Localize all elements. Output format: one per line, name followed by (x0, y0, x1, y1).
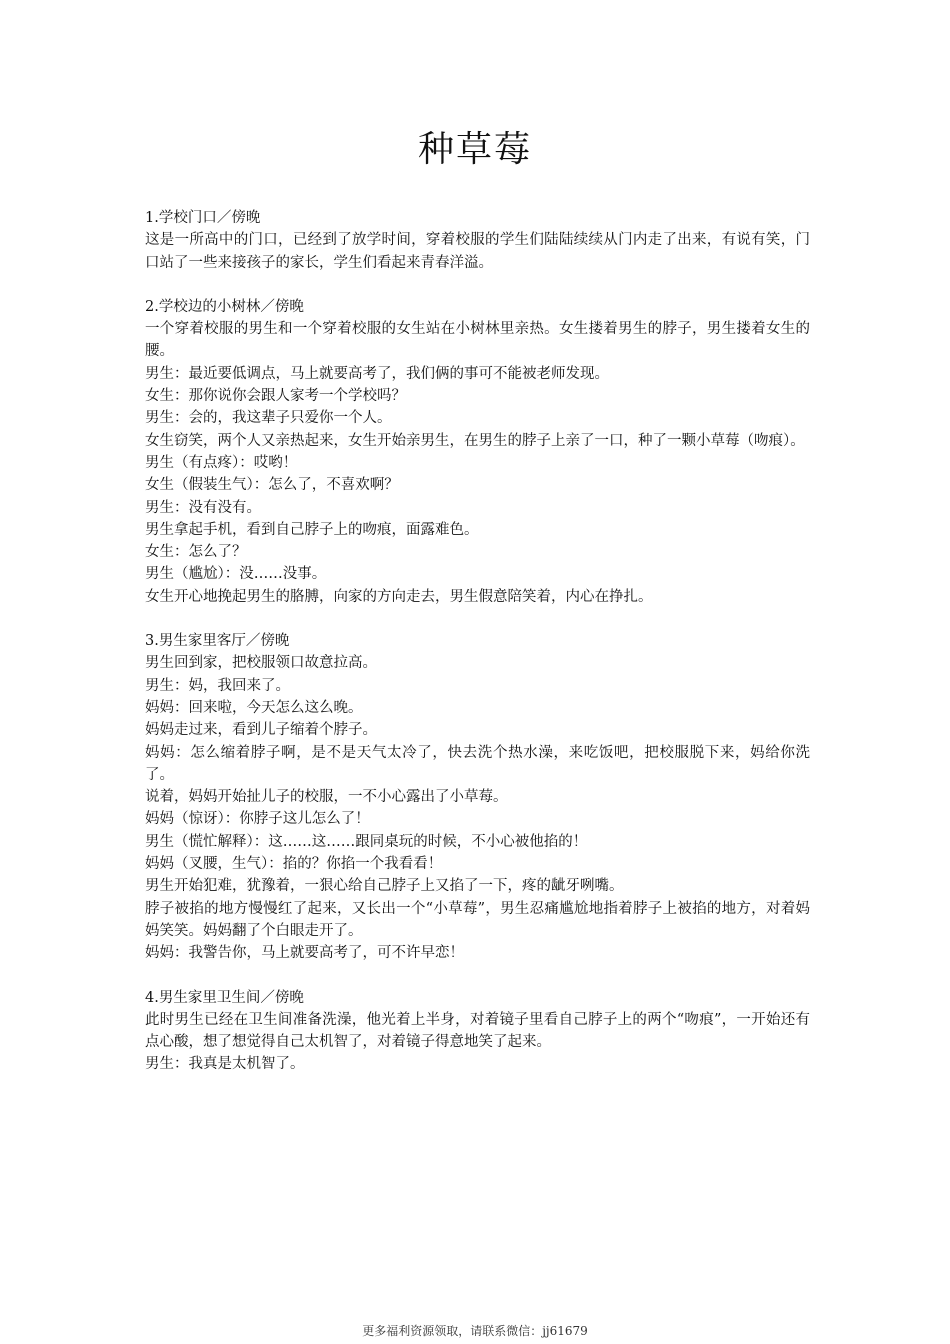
scene-heading: 3.男生家里客厅／傍晚 (145, 633, 290, 650)
scene-1 (145, 207, 810, 274)
script-line: 女生：那你说你会跟人家考一个学校吗？ (145, 388, 406, 405)
script-line: 女生（假装生气）：怎么了，不喜欢啊？ (145, 477, 399, 494)
scene-heading: 1.学校门口／傍晚 (145, 210, 261, 226)
script-body (145, 207, 810, 1098)
script-line: 妈妈（叉腰，生气）：掐的？你掐一个我看看！ (145, 856, 443, 873)
footer-note: 更多福利资源领取，请联系微信：jj61679 (362, 1324, 588, 1338)
scene-heading: 4.男生家里卫生间／傍晚 (145, 989, 304, 1006)
script-line: 女生开心地挽起男生的胳膊，向家的方向走去，男生假意陪笑着，内心在挣扎。 (145, 588, 653, 605)
script-line: 妈妈走过来，看到儿子缩着个脖子。 (145, 722, 377, 739)
script-line: 男生（慌忙解释）：这……这……跟同桌玩的时候，不小心被他掐的！ (145, 833, 588, 850)
script-line: 妈妈（惊讶）：你脖子这儿怎么了！ (145, 811, 370, 828)
script-line: 妈妈：我警告你，马上就要高考了，可不许早恋！ (145, 945, 464, 962)
script-line: 说着，妈妈开始扯儿子的校服，一不小心露出了小草莓。 (145, 789, 508, 806)
script-line: 一个穿着校服的男生和一个穿着校服的女生站在小树林里亲热。女生搂着男生的脖子，男生搂着女生的腰。 (145, 321, 810, 360)
script-line: 脖子被掐的地方慢慢红了起来，又长出一个“小草莓”，男生忍痛尴尬地指着脖子上被掐的地方，对着妈妈笑笑。妈妈翻了个白眼走开了。 (145, 900, 810, 939)
script-line: 妈妈：回来啦，今天怎么这么晚。 (145, 699, 363, 716)
script-line: 女生窃笑，两个人又亲热起来，女生开始亲男生，在男生的脖子上亲了一口，种了一颗小草莓（吻痕）。 (145, 432, 805, 449)
scene-3 (145, 630, 810, 964)
scene-4 (145, 987, 810, 1076)
script-line: 男生开始犯难，犹豫着，一狠心给自己脖子上又掐了一下，疼的龇牙咧嘴。 (145, 878, 624, 895)
script-line: 这是一所高中的门口，已经到了放学时间，穿着校服的学生们陆陆续续从门内走了出来，有说有笑，门口站了一些来接孩子的家长，学生们看起来青春洋溢。 (145, 232, 810, 271)
script-line: 男生：会的，我这辈子只爱你一个人。 (145, 410, 392, 427)
script-line: 男生拿起手机，看到自己脖子上的吻痕，面露难色。 (145, 521, 479, 538)
script-line: 女生：怎么了？ (145, 544, 247, 561)
script-line: 男生（尴尬）：没……没事。 (145, 566, 327, 583)
script-line: 男生：妈，我回来了。 (145, 677, 290, 694)
page-title: 种草莓 (417, 129, 532, 170)
script-line: 此时男生已经在卫生间准备洗澡，他光着上半身，对着镜子里看自己脖子上的两个“吻痕”，一开始还有点心酸，想了想觉得自己太机智了，对着镜子得意地笑了起来。 (145, 1011, 810, 1051)
script-line: 男生：没有没有。 (145, 499, 261, 516)
script-line: 妈妈：怎么缩着脖子啊，是不是天气太冷了，快去洗个热水澡，来吃饭吧，把校服脱下来，妈给你洗了。 (145, 744, 810, 783)
script-line: 男生：最近要低调点，马上就要高考了，我们俩的事可不能被老师发现。 (145, 365, 609, 382)
scene-heading: 2.学校边的小树林／傍晚 (145, 298, 304, 315)
script-line: 男生回到家，把校服领口故意拉高。 (145, 655, 377, 672)
scene-2 (145, 296, 810, 608)
script-line: 男生：我真是太机智了。 (145, 1056, 305, 1073)
script-line: 男生（有点疼）：哎哟！ (145, 454, 298, 471)
